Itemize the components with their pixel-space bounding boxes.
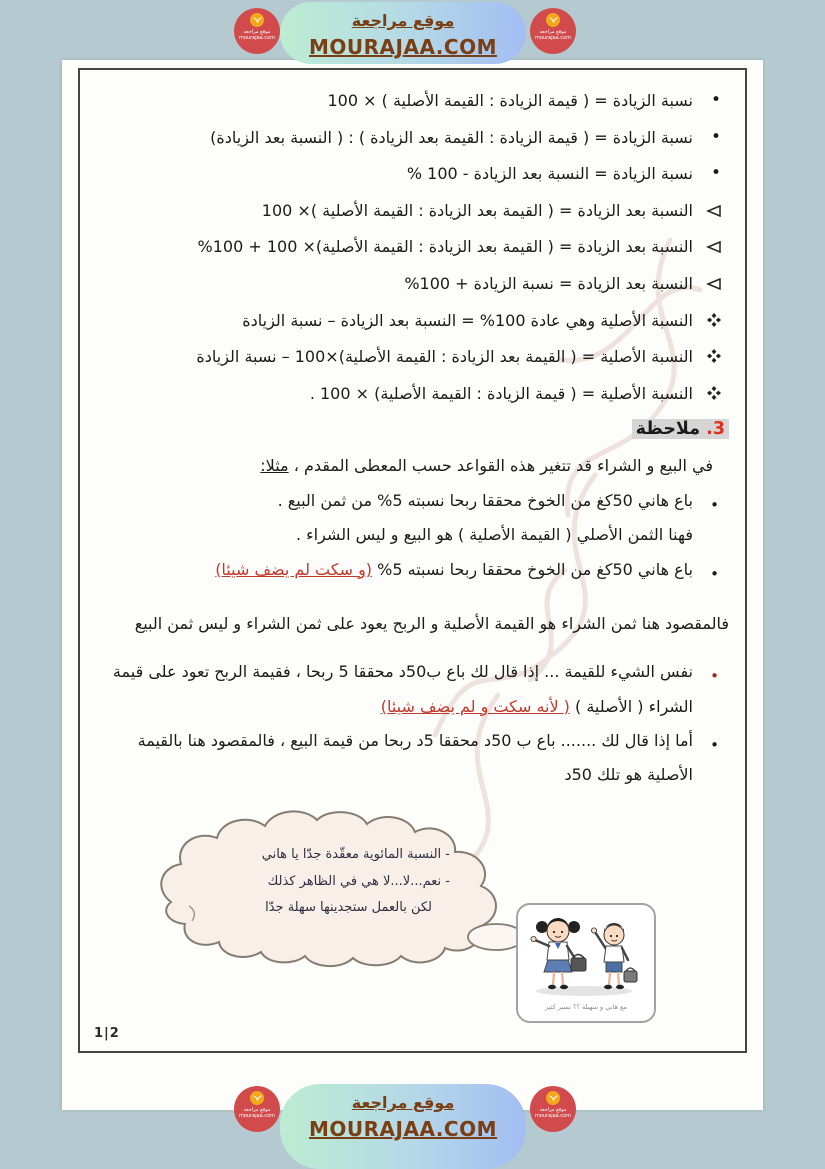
site-logo-left — [234, 8, 280, 54]
bullet-icon: • — [710, 667, 719, 686]
note-line-explain: فهنا الثمن الأصلي ( القيمة الأصلية ) هو البيع و ليس الشراء . — [295, 525, 693, 545]
book-icon — [546, 1091, 560, 1105]
page-number: 1|2 — [94, 1026, 120, 1041]
logo-text: موقع مراجعة mourajaa.com — [238, 29, 275, 42]
formula-item: النسبة بعد الزيادة = نسبة الزيادة + 100% — [102, 273, 729, 295]
arrow-icon — [706, 237, 721, 259]
diamond-icon — [707, 311, 721, 333]
bullet-icon: • — [710, 495, 719, 514]
footer-brand-pill[interactable] — [280, 1084, 526, 1169]
site-domain-link[interactable]: MOURAJAA.COM — [309, 35, 497, 60]
note-title: ملاحظة — [635, 419, 701, 440]
book-icon — [546, 13, 560, 27]
bullet-icon: • — [710, 736, 719, 755]
red-underlined-note: ( لأنه سكت و لم يضف شيئا) — [380, 696, 570, 716]
site-logo-right — [530, 8, 576, 54]
logo-text: موقع مراجعة mourajaa.com — [534, 29, 571, 42]
formula-item: النسبة الأصلية = ( قيمة الزيادة : القيمة الأصلية) × 100 . — [102, 383, 729, 405]
formula-item: النسبة الأصلية وهي عادة 100% = النسبة بعد الزيادة – نسبة الزيادة — [102, 310, 729, 332]
diamond-icon — [707, 384, 721, 406]
logo-text: موقع مراجعة mourajaa.com — [534, 1107, 571, 1120]
site-logo-right-footer — [530, 1086, 576, 1132]
note-bullet-value: • نفس الشيء للقيمة ... إذا قال لك باع ب50د محققا 5 ربحا ، فقيمة الربح تعود على قيمة الشراء ( الأصلية ) ( لأنه سكت و لم يضف شيئا) — [112, 662, 719, 716]
note-bullet-amma: • أما إذا قال لك ....... باع ب 50د محققا 5د ربحا من قيمة البيع ، فالمقصود هنا بالقيمة الأصلية هو تلك 50د — [137, 731, 719, 785]
arrow-icon — [706, 274, 721, 296]
diamond-icon — [707, 347, 721, 369]
cloud-line: - نعم...لا...لا هي في الظاهر كذلك — [267, 873, 450, 889]
red-underlined-note: (و سكت لم يضف شيئا) — [215, 559, 373, 579]
note-bullet-silent: • باع هاني 50كغ من الخوخ محققا ربحا نسبته 5% (و سكت لم يضف شيئا) — [102, 553, 729, 587]
note-intro: في البيع و الشراء قد تتغير هذه القواعد حسب المعطى المقدم ، مثلا: — [260, 456, 713, 476]
bullet-icon: • — [710, 90, 721, 110]
formula-item: • نسبة الزيادة = النسبة بعد الزيادة - 100 % — [406, 163, 721, 184]
arrow-icon — [706, 201, 721, 223]
bullet-icon: • — [710, 564, 719, 583]
formula-item: النسبة بعد الزيادة = ( القيمة بعد الزيادة : القيمة الأصلية)× 100 + 100% — [102, 236, 729, 258]
note-heading — [102, 419, 729, 439]
header-brand-pill[interactable] — [280, 2, 526, 64]
thought-bubble-text — [178, 842, 450, 922]
children-illustration — [516, 903, 656, 1023]
book-icon — [250, 1091, 264, 1105]
bullet-icon: • — [710, 126, 721, 147]
site-domain-link[interactable]: MOURAJAA.COM — [309, 1117, 497, 1142]
formula-item: النسبة بعد الزيادة = ( القيمة بعد الزيادة : القيمة الأصلية )× 100 — [102, 200, 729, 222]
site-logo-left-footer — [234, 1086, 280, 1132]
cloud-line: - النسبة المائوية معقّدة جدّا يا هاني — [261, 847, 450, 862]
note-paragraph-meaning: فالمقصود هنا ثمن الشراء هو القيمة الأصلية و الربح يعود على ثمن الشراء و ليس ثمن البيع — [134, 613, 729, 633]
formula-item: النسبة الأصلية = ( القيمة بعد الزيادة : القيمة الأصلية)×100 – نسبة الزيادة — [102, 346, 729, 368]
logo-text: موقع مراجعة mourajaa.com — [238, 1107, 275, 1120]
cloud-line: لكن بالعمل ستجدينها سهلة جدّا — [265, 900, 432, 916]
illustration-caption: مع هاني و سهيلة ؟؟ نسير كثير — [545, 1003, 627, 1011]
site-name-link[interactable]: موقع مراجعة — [351, 11, 455, 30]
children-cartoon — [518, 905, 654, 1001]
bullet-icon: • — [710, 163, 721, 184]
site-name-link[interactable]: موقع مراجعة — [351, 1093, 455, 1112]
note-bullet-sell: • باع هاني 50كغ من الخوخ محققا ربحا نسبته 5% من ثمن البيع . — [102, 484, 729, 518]
formula-item: • نسبة الزيادة = ( قيمة الزيادة : القيمة بعد الزيادة ) : ( النسبة بعد الزيادة) — [210, 126, 721, 147]
formula-item: • نسبة الزيادة = ( قيمة الزيادة : القيمة الأصلية ) × 100 — [327, 90, 721, 110]
note-number: 3. — [706, 419, 725, 440]
book-icon — [250, 13, 264, 27]
